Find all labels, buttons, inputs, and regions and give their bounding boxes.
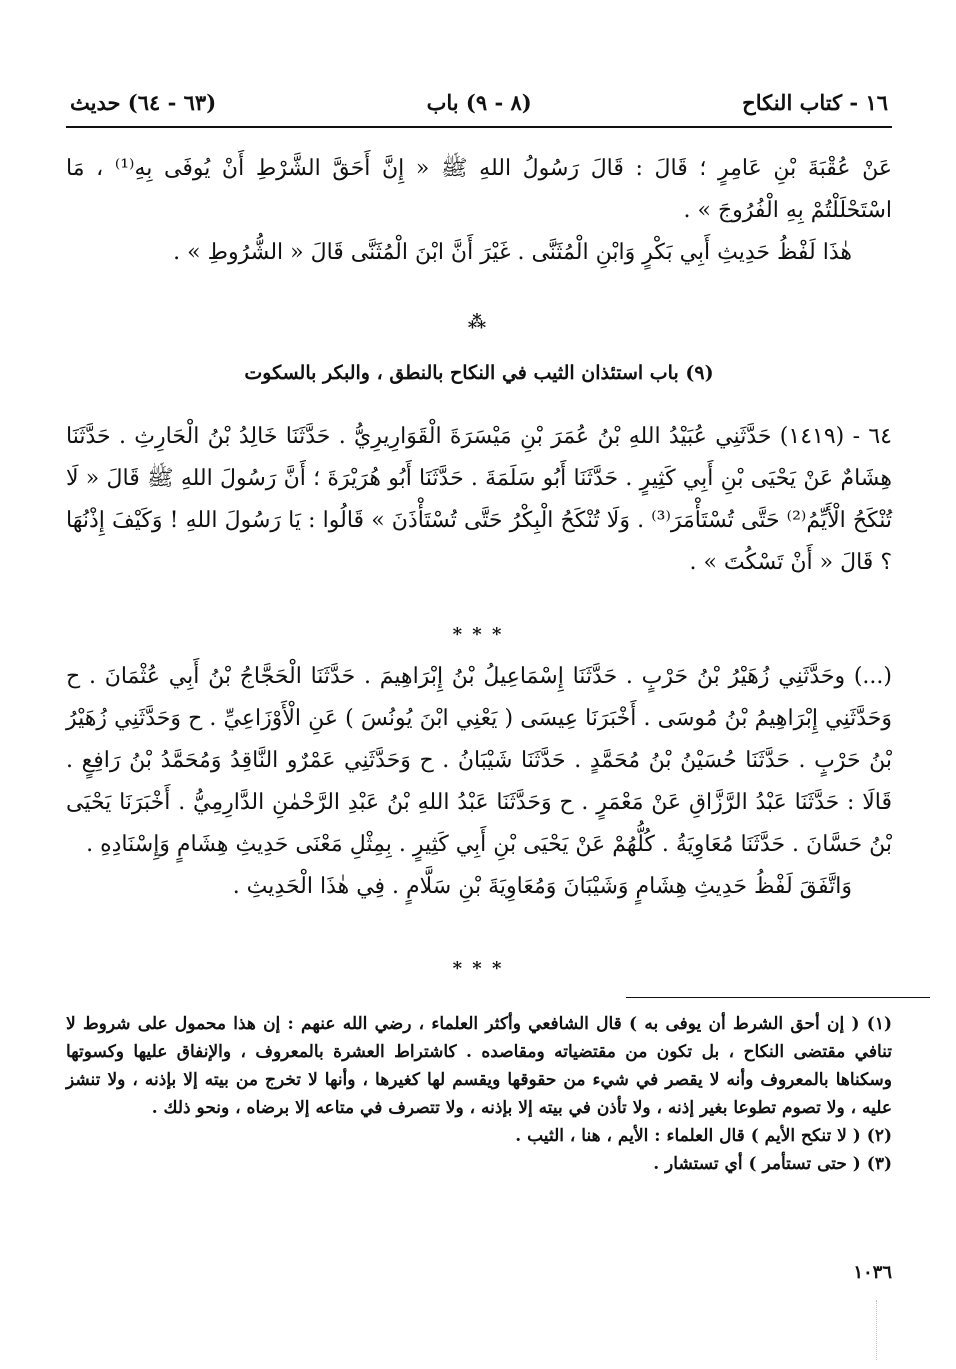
section-separator-1: ⁂	[467, 312, 489, 333]
chapter-title: (٩) باب استئذان الثيب في النكاح بالنطق ، والبكر بالسكوت	[244, 362, 714, 384]
intro-paragraph-1: عَنْ عُقْبَةَ بْنِ عَامِرٍ ؛ قَالَ : قَالَ رَسُولُ اللهِ ﷺ « إِنَّ أَحَقَّ الشَّرْطِ أَنْ يُوفَى بِهِ⁽¹⁾ ، مَا اسْتَحْلَلْتُمْ بِهِ الْفُرُوجَ » .	[66, 156, 892, 223]
intro-text	[66, 148, 892, 274]
hadith-64-text: ٦٤ - (١٤١٩) حَدَّثَنِي عُبَيْدُ اللهِ بْنُ عُمَرَ بْنِ مَيْسَرَةَ الْقَوَارِيرِيُّ . حَدَّثَنَا خَالِدُ بْنُ الْحَارِثِ . حَدَّثَنَا هِشَامٌ عَنْ يَحْيَى بْنِ أَبِي كَثِيرٍ . حَدَّثَنَا أَبُو سَلَمَةَ . حَدَّثَنَا أَبُو هُرَيْرَةَ ؛ أَنَّ رَسُولَ اللهِ ﷺ قَالَ « لَا تُنْكَحُ الْأَيِّمُ⁽²⁾ حَتَّى تُسْتَأْمَرَ⁽³⁾ . وَلَا تُنْكَحُ الْبِكْرُ حَتَّى تُسْتَأْذَنَ » قَالُوا : يَا رَسُولَ اللهِ ! وَكَيْفَ إِذْنُهَا ؟ قَالَ « أَنْ تَسْكُتَ » .	[66, 424, 892, 575]
footnote-1: (١) ( إن أحق الشرط أن يوفى به ) قال الشافعي وأكثر العلماء ، رضي الله عنهم : إن هذا محمول على شروط لا تنافي مقتضى النكاح ، بل تكون من مقتضياته ومقاصده . كاشتراط العشرة بالمعروف ، والإنفاق عليها وكسوتها وسكناها بالمعروف وأنه لا يقصر في شيء من حقوقها ويقسم لها كغيرها ، وأنها لا تخرج من بيته إلا بإذنه ، ولا تنشز عليه ، ولا تصوم تطوعا بغير إذنه ، ولا تأذن في بيته إلا بإذنه ، ولا تتصرف في متاعه إلا برضاه ، ونحو ذلك .	[66, 1014, 892, 1118]
section-separator-2: * * *	[452, 624, 504, 645]
hadith-64	[66, 416, 892, 584]
section-separator-3: * * *	[452, 958, 504, 979]
isnad-paragraph-1: (...) وحَدَّثَنِي زُهَيْرُ بْنُ حَرْبٍ . حَدَّثَنَا إِسْمَاعِيلُ بْنُ إِبْرَاهِيمَ . حَدَّثَنَا الْحَجَّاجُ بْنُ أَبِي عُثْمَانَ . ح وَحَدَّثَنِي إِبْرَاهِيمُ بْنُ مُوسَى . أَخْبَرَنَا عِيسَى ( يَعْنِي ابْنَ يُونُسَ ) عَنِ الْأَوْزَاعِيِّ . ح وَحَدَّثَنِي زُهَيْرُ بْنُ حَرْبٍ . حَدَّثَنَا حُسَيْنُ بْنُ مُحَمَّدٍ . حَدَّثَنَا شَيْبَانُ . ح وَحَدَّثَنِي عَمْرٌو النَّاقِدُ وَمُحَمَّدُ بْنُ رَافِعٍ . قَالَا : حَدَّثَنَا عَبْدُ الرَّزَّاقِ عَنْ مَعْمَرٍ . ح وَحَدَّثَنَا عَبْدُ اللهِ بْنُ عَبْدِ الرَّحْمٰنِ الدَّارِمِيُّ . أَخْبَرَنَا يَحْيَى بْنُ حَسَّانَ . حَدَّثَنَا مُعَاوِيَةُ . كُلُّهُمْ عَنْ يَحْيَى بْنِ أَبِي كَثِيرٍ . بِمِثْلِ مَعْنَى حَدِيثِ هِشَامٍ وَإِسْنَادِهِ .	[66, 664, 892, 857]
running-header	[70, 82, 888, 122]
footnote-2: (٢) ( لا تنكح الأيم ) قال العلماء : الأيم ، هنا ، الثيب .	[515, 1126, 892, 1146]
header-hadith-range: (٦٣ - ٦٤) حديث	[70, 89, 217, 115]
isnad-chain	[66, 656, 892, 908]
footnotes	[66, 1010, 892, 1178]
page-number: ١٠٣٦	[853, 1262, 892, 1283]
intro-paragraph-2: هٰذَا لَفْظُ حَدِيثِ أَبِي بَكْرٍ وَابْنِ الْمُثَنَّى . غَيْرَ أَنَّ ابْنَ الْمُثَنَّى قَالَ « الشُّرُوطِ » .	[173, 240, 852, 265]
header-book-title: ١٦ - كتاب النكاح	[742, 89, 888, 115]
footnote-divider	[626, 997, 930, 998]
header-chapter-range: (٨ - ٩) باب	[426, 89, 532, 115]
scan-margin-mark	[876, 1300, 887, 1360]
header-divider	[66, 126, 892, 128]
footnote-3: (٣) ( حتى تستأمر ) أي تستشار .	[653, 1154, 892, 1174]
isnad-paragraph-2: وَاتَّفَقَ لَفْظُ حَدِيثِ هِشَامٍ وَشَيْبَانَ وَمُعَاوِيَةَ بْنِ سَلَّامٍ . فِي هٰذَا الْحَدِيثِ .	[232, 874, 852, 899]
